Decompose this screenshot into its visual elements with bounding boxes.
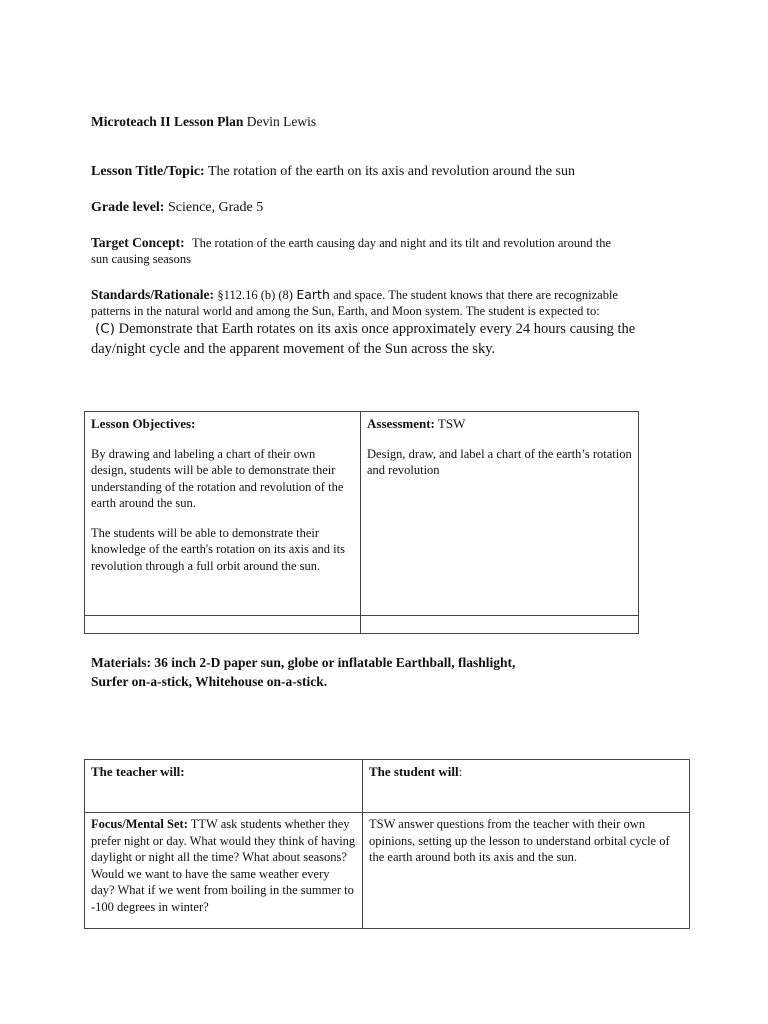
standards-line-1 <box>91 286 618 304</box>
author-name: Devin Lewis <box>246 114 317 129</box>
student-response-cell <box>363 813 690 929</box>
focus-label: Focus/Mental Set: <box>91 817 188 831</box>
assessment-label: Assessment: <box>367 416 435 431</box>
focus-text: TTW ask students whether they prefer night or day. What would they think of having daylight or night all the time? What about seasons? Would we want to have the same weather every day? What if we went from boiling in the summer to -100 degrees in winter? <box>91 817 356 914</box>
grade-level-value: Science, Grade 5 <box>167 200 264 215</box>
procedure-table <box>84 759 690 929</box>
target-concept-line-1 <box>91 234 611 252</box>
student-header: The student will <box>369 764 459 779</box>
student-response: TSW answer questions from the teacher with their own opinions, setting up the lesson to understand orbital cycle of the earth around both its axis and the sun. <box>369 817 670 864</box>
standards-c-line <box>95 319 635 339</box>
grade-level-label: Grade level: <box>91 200 165 215</box>
lesson-topic-label: Lesson Title/Topic: <box>91 164 205 179</box>
assessment-value: TSW <box>437 416 466 431</box>
document-title: Microteach II Lesson Plan <box>91 114 244 129</box>
target-concept-text-2: sun causing seasons <box>91 252 191 266</box>
materials-line-2: Surfer on-a-stick, Whitehouse on-a-stick. <box>91 674 328 689</box>
lesson-topic-line <box>91 163 575 181</box>
objective-2: The students will be able to demonstrate their knowledge of the earth's rotation on its axis and its revolution through a full orbit around the sun. <box>91 525 345 573</box>
standards-text-3: Demonstrate that Earth rotates on its axis once approximately every 24 hours causing the <box>118 321 636 337</box>
objectives-header: Lesson Objectives: <box>91 416 196 431</box>
standards-text-1: and space. The student knows that there are recognizable <box>333 288 618 302</box>
focus-cell <box>85 813 363 929</box>
standards-label: Standards/Rationale: <box>91 287 215 302</box>
standards-text-2: patterns in the natural world and among the Sun, Earth, and Moon system. The student is expected to: <box>91 304 600 318</box>
standards-earth: Earth <box>296 287 330 302</box>
student-header-cell <box>363 760 690 813</box>
standards-text-4: day/night cycle and the apparent movement of the Sun across the sky. <box>91 341 496 357</box>
standards-code: §112.16 (b) (8) <box>217 288 293 302</box>
teacher-header: The teacher will: <box>91 764 185 779</box>
lesson-topic-value: The rotation of the earth on its axis and revolution around the sun <box>207 164 575 179</box>
focus-paragraph <box>91 816 356 915</box>
assessment-header <box>367 416 632 433</box>
teacher-header-cell <box>85 760 363 813</box>
materials-block <box>91 653 515 691</box>
standards-c-label: (C) <box>95 321 115 337</box>
target-concept-label: Target Concept: <box>91 235 185 250</box>
assessment-cell <box>361 412 639 616</box>
assessment-empty-cell <box>361 616 639 634</box>
student-header-colon: : <box>458 764 463 779</box>
objectives-table <box>84 411 639 634</box>
objectives-empty-cell <box>85 616 361 634</box>
objectives-cell <box>85 412 361 616</box>
target-concept-text-1: The rotation of the earth causing day and night and its tilt and revolution around the <box>192 236 611 250</box>
materials-line-1: Materials: 36 inch 2-D paper sun, globe or inflatable Earthball, flashlight, <box>91 655 516 670</box>
grade-level-line <box>91 199 263 217</box>
assessment-text: Design, draw, and label a chart of the earth’s rotation and revolution <box>367 446 632 477</box>
document-title-line <box>91 113 316 131</box>
objective-1: By drawing and labeling a chart of their own design, students will be able to demonstrate their understanding of the rotation and revolution of the earth around the sun. <box>91 446 344 510</box>
